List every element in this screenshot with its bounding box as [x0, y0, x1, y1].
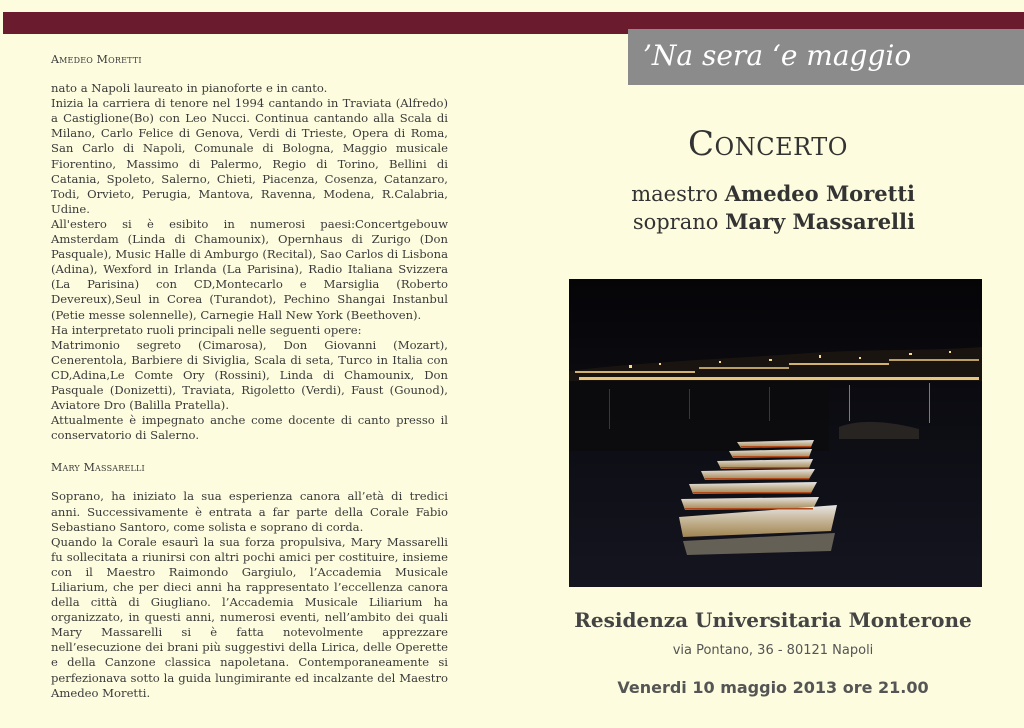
biographies-column: [51, 52, 448, 701]
massarelli-heading: Mary Massarelli: [51, 461, 145, 475]
massarelli-para-2: Quando la Corale esaurì la sua forza propulsiva, Mary Massarelli fu sollecitata a riunirsi con altri pochi amici per costituire, insieme con il Maestro Raimondo Gargiulo, l’Accademia Musicale Liliarium, che per dieci anni ha rappresentato l’eccellenza canora della città di Giugliano. l’Accademia Musicale Liliarium ha organizzato, in questi anni, numerosi eventi, nell’ambito dei quali Mary Massarelli si è fatta notevolmente apprezzare nell’esecuzione dei brani più suggestivi della Lirica, delle Operette e della Canzone classica napoletana. Contemporaneamente si perfezionava sotto la guida lungimirante ed incalzante del Maestro Amedeo Moretti.: [51, 534, 448, 700]
moretti-para-1: nato a Napoli laureato in pianoforte e in canto.: [51, 81, 328, 96]
moretti-para-4: Ha interpretato ruoli principali nelle seguenti opere:: [51, 322, 362, 337]
maestro-role: maestro: [631, 182, 719, 206]
massarelli-para-1: Soprano, ha iniziato la sua esperienza canora all’età di tredici anni. Successivamente è entrata a far parte della Corale Fabio Sebastiano Santoro, come solista e soprano di corda.: [51, 489, 448, 534]
spacer: [51, 67, 448, 81]
venue-address: via Pontano, 36 - 80121 Napoli: [672, 643, 874, 658]
moretti-para-2: Inizia la carriera di tenore nel 1994 cantando in Traviata (Alfredo) a Castiglione(Bo) con Leo Nucci. Continua cantando alla Scala di Milano, Carlo Felice di Genova, Verdi di Trieste, Opera di Roma, San Carlo di Napoli, Comunale di Bologna, Maggio musicale Fiorentino, Massimo di Palermo, Regio di Torino, Bellini di Catania, Spoleto, Salerno, Chieti, Piacenza, Cosenza, Catanzaro, Todi, Orvieto, Perugia, Mantova, Ravenna, Modena, R.Calabria, Udine.: [51, 96, 448, 216]
soprano-name: Mary Massarelli: [725, 209, 915, 234]
soprano-role: soprano: [632, 210, 719, 234]
title-banner: [628, 29, 1024, 85]
moretti-para-6: Attualmente è impegnato anche come docente di canto presso il conservatorio di Salerno.: [51, 413, 448, 443]
harbor-boats-image: [569, 279, 982, 587]
event-title: ’Na sera ‘e maggio: [643, 39, 912, 72]
event-date: Venerdi 10 maggio 2013 ore 21.00: [617, 678, 929, 697]
soprano-line: [560, 208, 915, 236]
venue-name: Residenza Universitaria Monterone: [574, 608, 972, 632]
moretti-para-5: Matrimonio segreto (Cimarosa), Don Giovanni (Mozart), Cenerentola, Barbiere di Siviglia, Scala di seta, Turco in Italia con CD,Adina,Le Comte Ory (Rossini), Linda di Chamounix, Don Pasquale (Donizetti), Traviata, Rigoletto (Verdi), Faust (Gounod), Aviatore Dro (Balilla Pratella).: [51, 337, 448, 413]
maestro-name: Amedeo Moretti: [724, 181, 915, 206]
moretti-para-3: All'estero si è esibito in numerosi paesi:Concertgebouw Amsterdam (Linda di Chamounix), Opernhaus di Zurigo (Don Pasquale), Music Halle di Amburgo (Recital), Sao Carlos di Lisbona (Adina), Wexford in Irlanda (La Parisina), Radio Italiana Svizzera (La Parisina) con CD,Montecarlo e Marsiglia (Roberto Devereux),Seul in Corea (Turandot), Pechino Shangai Instanbul (Petie messe solennelle), Carnegie Hall New York (Beethoven).: [51, 216, 448, 322]
night-harbor-photo: [569, 279, 982, 587]
concerto-heading: Concerto: [688, 124, 848, 164]
performers-block: [560, 180, 915, 236]
moretti-heading: Amedeo Moretti: [51, 53, 142, 66]
spacer: [51, 475, 448, 489]
maestro-line: [560, 180, 915, 208]
